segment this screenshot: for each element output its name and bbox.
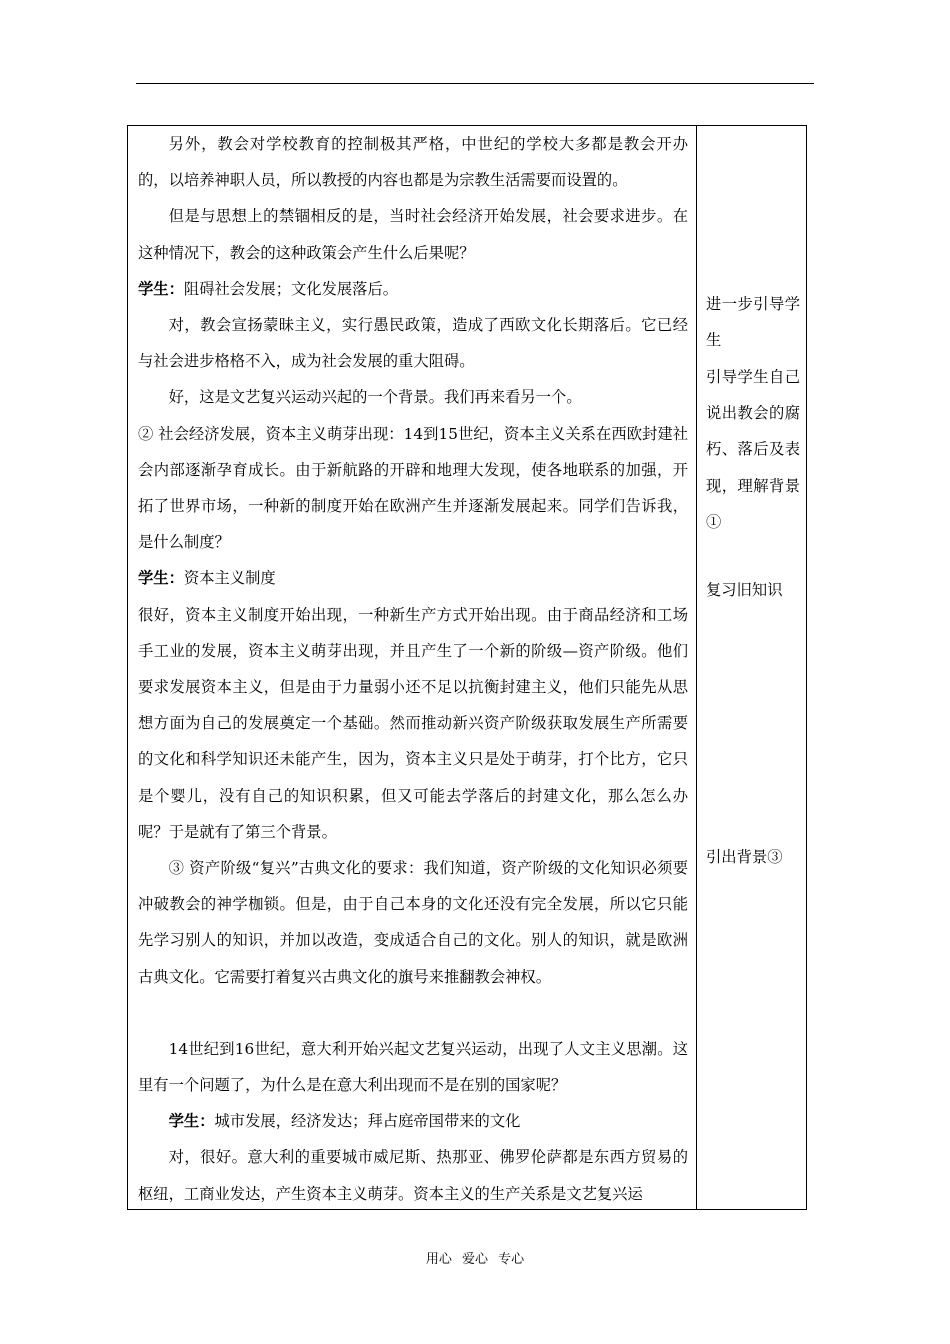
side-note-background-three (706, 839, 800, 875)
header-rule (136, 83, 814, 84)
student-label: 学生： (138, 279, 184, 298)
side-note-text: 进一步引导学生 (706, 295, 800, 350)
side-note-guide-students (706, 286, 800, 358)
paragraph-background-three: ③ 资产阶级“复兴”古典文化的要求：我们知道，资产阶级的文化知识必须要冲破教会的神学枷锁。但是，由于自己本身的文化还没有完全发展，所以它只能先学习别人的知识，并加以改造，变成适合自己的文化。别人的知识，就是欧洲古典文化。它需要打着复兴古典文化的旗号来推翻教会神权。 (138, 859, 688, 986)
side-note-text: 引导学生自己说出教会的腐朽、落后及表现，理解背景① (706, 368, 800, 531)
student-answer-text: 资本主义制度 (183, 569, 276, 588)
paragraph-italy-question: 14世纪到16世纪，意大利开始兴起文艺复兴运动，出现了人文主义思潮。这里有一个问题了，为什么是在意大利出现而不是在别的国家呢？ (138, 1039, 688, 1095)
student-answer-3 (138, 1103, 688, 1139)
side-note-text: 引出背景③ (706, 848, 783, 866)
paragraph-obscurantism: 对，教会宣扬蒙昧主义，实行愚民政策，造成了西欧文化长期落后。它已经与社会进步格格不入，成为社会发展的重大阻碍。 (138, 316, 688, 371)
paragraph-background-one: 好，这是文艺复兴运动兴起的一个背景。我们再来看另一个。 (168, 388, 582, 407)
student-label: 学生： (138, 569, 184, 588)
table-column-divider (696, 125, 697, 1210)
side-note-church-decay (706, 359, 800, 540)
side-note-text: 复习旧知识 (706, 581, 783, 599)
page-footer: 用心 爱心 专心 (425, 1252, 525, 1267)
paragraph-italy-cities: 对，很好。意大利的重要城市威尼斯、热那亚、佛罗伦萨都是东西方贸易的枢纽，工商业发达，产生资本主义萌芽。资本主义的生产关系是文艺复兴运 (138, 1148, 688, 1203)
paragraph-background-two: ② 社会经济发展，资本主义萌芽出现：14到15世纪，资本主义关系在西欧封建社会内部逐渐孕育成长。由于新航路的开辟和地理大发现，使各地联系的加强，开拓了世界市场，一种新的制度开始在欧洲产生并逐渐发展起来。同学们告诉我，是什么制度？ (138, 424, 688, 552)
lesson-content-cell (138, 126, 688, 1212)
paragraph-church-schools: 另外，教会对学校教育的控制极其严格，中世纪的学校大多都是教会开办的，以培养神职人员，所以教授的内容也都是为宗教生活需要而设置的。 (138, 135, 688, 190)
student-answer-text: 城市发展，经济发达；拜占庭帝国带来的文化 (214, 1112, 521, 1131)
paragraph-capitalism: 很好，资本主义制度开始出现，一种新生产方式开始出现。由于商品经济和工场手工业的发展，资本主义萌芽出现，并且产生了一个新的阶级—资产阶级。他们要求发展资本主义，但是由于力量弱小还不足以抗衡封建主义，他们只能先从思想方面为自己的发展奠定一个基础。然而推动新兴资产阶级获取发展生产所需要的文化和科学知识还未能产生，因为，资本主义只是处于萌芽，打个比方，它只是个婴儿，没有自己的知识积累，但又可能去学落后的封建文化，那么怎么办呢？于是就有了第三个背景。 (138, 605, 688, 841)
student-answer-text: 阻碍社会发展；文化发展落后。 (183, 279, 399, 298)
side-note-review (706, 572, 800, 608)
spacer (138, 995, 688, 1031)
paragraph-question-consequence: 但是与思想上的禁锢相反的是，当时社会经济开始发展，社会要求进步。在这种情况下，教会的这种政策会产生什么后果呢？ (138, 207, 688, 262)
student-label: 学生： (168, 1112, 215, 1131)
student-answer-1 (138, 271, 688, 307)
student-answer-2 (138, 560, 688, 596)
